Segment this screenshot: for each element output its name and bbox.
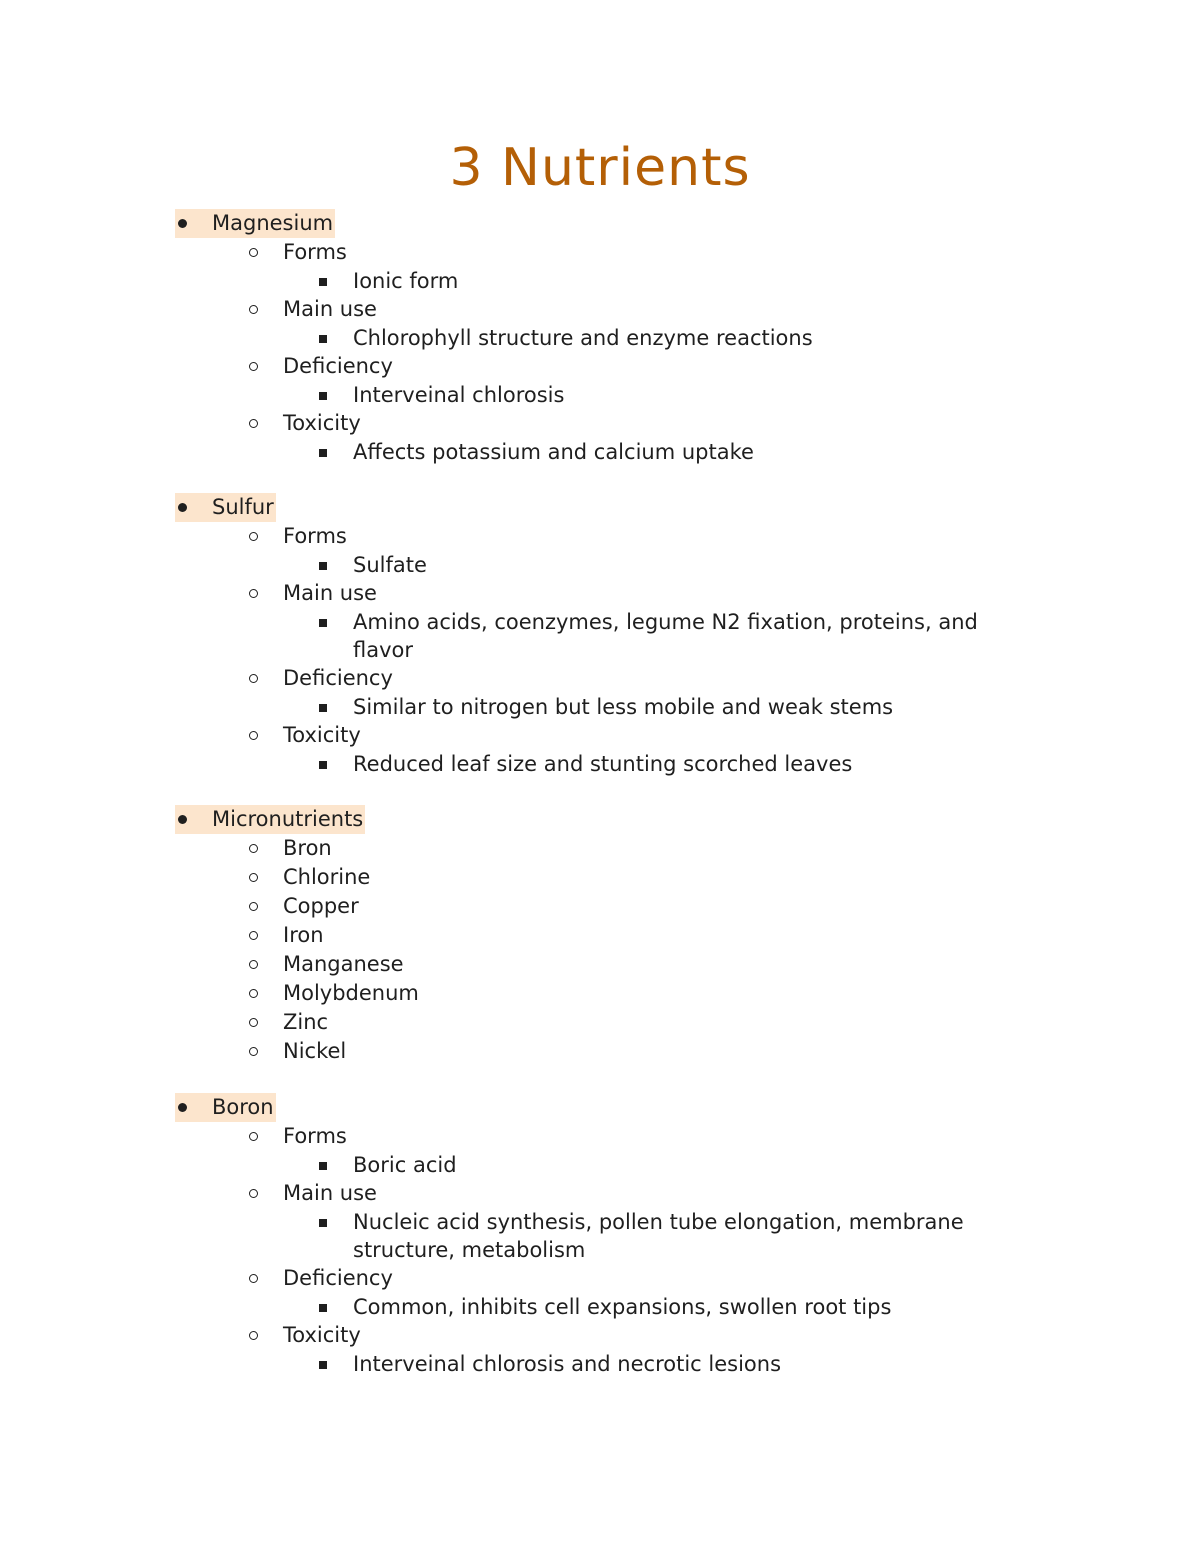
- sub-item: [0, 238, 1200, 267]
- section-heading-text: Micronutrients: [212, 807, 364, 831]
- section-heading: [0, 805, 1200, 834]
- bullet-circle-icon: [245, 295, 261, 324]
- bullet-circle-icon: [245, 834, 261, 863]
- sub-item: [0, 921, 1200, 950]
- bullet-circle-icon: [245, 1321, 261, 1350]
- sub-item-text: Iron: [283, 923, 324, 947]
- bullet-circle-icon: [245, 1037, 261, 1066]
- sub-item-text: Toxicity: [283, 411, 361, 435]
- sub-item: [0, 409, 1200, 438]
- sub-item-text: Forms: [283, 240, 347, 264]
- section-sulfur: [0, 493, 1200, 778]
- bullet-square-icon: [315, 438, 331, 467]
- bullet-square-icon: [315, 381, 331, 410]
- detail-item: [0, 750, 1200, 778]
- sub-item-text: Deficiency: [283, 666, 393, 690]
- bullet-circle-icon: [245, 950, 261, 979]
- bullet-circle-icon: [245, 1264, 261, 1293]
- bullet-circle-icon: [245, 1008, 261, 1037]
- bullet-circle-icon: [245, 352, 261, 381]
- detail-item: [0, 608, 1200, 664]
- detail-item: [0, 1350, 1200, 1378]
- section-boron: [0, 1093, 1200, 1378]
- section-heading-text: Boron: [212, 1095, 274, 1119]
- sub-item-text: Chlorine: [283, 865, 371, 889]
- bullet-circle-icon: [245, 409, 261, 438]
- sub-item: [0, 664, 1200, 693]
- detail-item-text: Affects potassium and calcium uptake: [353, 440, 754, 464]
- sub-item: [0, 295, 1200, 324]
- detail-item-text: Boric acid: [353, 1153, 457, 1177]
- bullet-circle-icon: [245, 892, 261, 921]
- detail-item-text: Nucleic acid synthesis, pollen tube elongation, membrane structure, metabolism: [353, 1210, 964, 1262]
- page-title: 3 Nutrients: [449, 138, 751, 198]
- sub-item-text: Molybdenum: [283, 981, 419, 1005]
- sub-item-text: Main use: [283, 297, 377, 321]
- detail-item: [0, 1151, 1200, 1179]
- bullet-square-icon: [315, 608, 331, 637]
- bullet-square-icon: [315, 1151, 331, 1180]
- sub-item: [0, 579, 1200, 608]
- bullet-square-icon: [315, 693, 331, 722]
- bullet-square-icon: [315, 1293, 331, 1322]
- sub-item: [0, 979, 1200, 1008]
- detail-item: [0, 381, 1200, 409]
- sub-item-text: Zinc: [283, 1010, 329, 1034]
- section-heading-text: Sulfur: [212, 495, 274, 519]
- bullet-disc-icon: [174, 493, 190, 522]
- sub-item: [0, 1037, 1200, 1066]
- section-magnesium: [0, 209, 1200, 466]
- sub-item-text: Manganese: [283, 952, 404, 976]
- sub-item-text: Copper: [283, 894, 359, 918]
- detail-item: [0, 1293, 1200, 1321]
- sub-item-text: Forms: [283, 1124, 347, 1148]
- bullet-square-icon: [315, 267, 331, 296]
- sub-item: [0, 721, 1200, 750]
- bullet-circle-icon: [245, 721, 261, 750]
- bullet-square-icon: [315, 750, 331, 779]
- detail-item-text: Sulfate: [353, 553, 427, 577]
- detail-item-text: Ionic form: [353, 269, 459, 293]
- bullet-circle-icon: [245, 664, 261, 693]
- sub-item: [0, 950, 1200, 979]
- bullet-disc-icon: [174, 1093, 190, 1122]
- sub-item-text: Main use: [283, 1181, 377, 1205]
- sub-item-text: Deficiency: [283, 1266, 393, 1290]
- sub-item: [0, 1008, 1200, 1037]
- sub-item-text: Nickel: [283, 1039, 347, 1063]
- bullet-circle-icon: [245, 1122, 261, 1151]
- sub-item-text: Toxicity: [283, 1323, 361, 1347]
- sub-item: [0, 1179, 1200, 1208]
- nutrient-outline: [0, 209, 1200, 1405]
- detail-item-text: Similar to nitrogen but less mobile and weak stems: [353, 695, 894, 719]
- sub-item: [0, 863, 1200, 892]
- bullet-circle-icon: [245, 863, 261, 892]
- bullet-disc-icon: [174, 209, 190, 238]
- bullet-circle-icon: [245, 1179, 261, 1208]
- sub-item-text: Bron: [283, 836, 332, 860]
- detail-item: [0, 267, 1200, 295]
- sub-item-text: Toxicity: [283, 723, 361, 747]
- detail-item-text: Reduced leaf size and stunting scorched leaves: [353, 752, 853, 776]
- sub-item: [0, 892, 1200, 921]
- bullet-disc-icon: [174, 805, 190, 834]
- detail-item: [0, 438, 1200, 466]
- sub-item: [0, 352, 1200, 381]
- sub-item-text: Deficiency: [283, 354, 393, 378]
- detail-item-text: Common, inhibits cell expansions, swollen root tips: [353, 1295, 892, 1319]
- detail-item-text: Chlorophyll structure and enzyme reactions: [353, 326, 813, 350]
- detail-item: [0, 1208, 1200, 1264]
- bullet-circle-icon: [245, 579, 261, 608]
- section-heading-text: Magnesium: [212, 211, 334, 235]
- section-heading: [0, 493, 1200, 522]
- bullet-circle-icon: [245, 979, 261, 1008]
- detail-item: [0, 551, 1200, 579]
- section-micronutrients: [0, 805, 1200, 1066]
- bullet-square-icon: [315, 1208, 331, 1237]
- bullet-square-icon: [315, 551, 331, 580]
- detail-item-text: Interveinal chlorosis: [353, 383, 565, 407]
- detail-item: [0, 693, 1200, 721]
- sub-item: [0, 834, 1200, 863]
- detail-item-text: Interveinal chlorosis and necrotic lesions: [353, 1352, 782, 1376]
- section-heading: [0, 1093, 1200, 1122]
- bullet-circle-icon: [245, 522, 261, 551]
- detail-item-text: Amino acids, coenzymes, legume N2 fixation, proteins, and flavor: [353, 610, 978, 662]
- detail-item: [0, 324, 1200, 352]
- section-heading: [0, 209, 1200, 238]
- bullet-square-icon: [315, 1350, 331, 1379]
- bullet-circle-icon: [245, 921, 261, 950]
- sub-item: [0, 1122, 1200, 1151]
- bullet-square-icon: [315, 324, 331, 353]
- bullet-circle-icon: [245, 238, 261, 267]
- sub-item-text: Main use: [283, 581, 377, 605]
- sub-item: [0, 522, 1200, 551]
- sub-item: [0, 1264, 1200, 1293]
- sub-item: [0, 1321, 1200, 1350]
- sub-item-text: Forms: [283, 524, 347, 548]
